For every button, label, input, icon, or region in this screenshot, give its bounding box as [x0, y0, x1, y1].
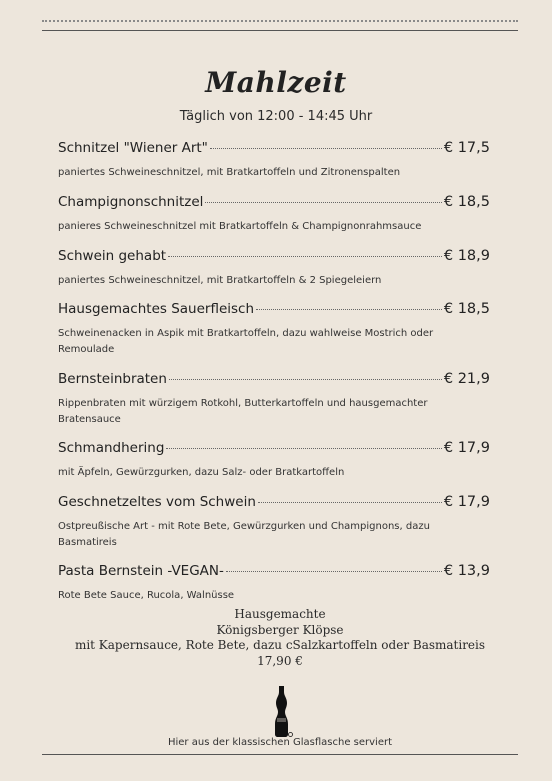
menu-item-price: € 17,9 — [443, 440, 490, 456]
menu-item — [58, 563, 490, 604]
bottom-divider — [42, 754, 518, 755]
menu-item — [58, 194, 490, 235]
menu-item-description: Ostpreußische Art - mit Rote Bete, Gewürzgurken und Champignons, dazu Basmatireis — [58, 521, 430, 548]
special-dish-price: 17,90 € — [257, 653, 303, 668]
footer-note: Hier aus der klassischen Glasflasche serviert — [167, 737, 393, 748]
menu-item-description: panieres Schweineschnitzel mit Bratkartoffeln & Champignonrahmsauce — [58, 221, 422, 232]
dot-leader — [226, 571, 442, 572]
dot-leader — [205, 202, 441, 203]
menu-item-name: Pasta Bernstein -VEGAN- — [58, 563, 224, 579]
dot-leader — [166, 448, 441, 449]
menu-item — [58, 440, 490, 481]
cola-bottle-icon — [271, 685, 293, 737]
special-dish-intro: Hausgemachte — [234, 607, 326, 621]
menu-item-price: € 18,5 — [443, 301, 490, 317]
menu-item — [58, 494, 490, 551]
menu-item-name: Bernsteinbraten — [58, 371, 167, 387]
dot-leader — [168, 256, 442, 257]
top-dotted-divider — [42, 20, 518, 22]
menu-item-name: Geschnetzeltes vom Schwein — [58, 494, 256, 510]
dot-leader — [210, 148, 442, 149]
menu-item-name: Schnitzel "Wiener Art" — [58, 140, 208, 156]
menu-item-price: € 18,9 — [443, 248, 490, 264]
menu-item-description: mit Äpfeln, Gewürzgurken, dazu Salz- oder Bratkartoffeln — [58, 467, 345, 478]
menu-item-description: Schweinenacken in Aspik mit Bratkartoffeln, dazu wahlweise Mostrich oder Remoulade — [58, 328, 434, 355]
menu-item-description: paniertes Schweineschnitzel, mit Bratkartoffeln und Zitronenspalten — [58, 167, 401, 178]
menu-item-price: € 17,5 — [443, 140, 490, 156]
menu-item-description: Rote Bete Sauce, Rucola, Walnüsse — [58, 590, 235, 601]
menu-item — [58, 248, 490, 289]
dot-leader — [256, 309, 442, 310]
menu-item-description: paniertes Schweineschnitzel, mit Bratkartoffeln & 2 Spiegeleiern — [58, 275, 382, 286]
menu-item — [58, 140, 490, 181]
menu-item-price: € 13,9 — [443, 563, 490, 579]
menu-item-price: € 18,5 — [443, 194, 490, 210]
opening-hours: Täglich von 12:00 - 14:45 Uhr — [179, 109, 373, 124]
special-dish-name: Königsberger Klöpse — [216, 622, 344, 637]
menu-item-price: € 17,9 — [443, 494, 490, 510]
dot-leader — [169, 379, 442, 380]
menu-item-description: Rippenbraten mit würzigem Rotkohl, Butterkartoffeln und hausgemachter Bratensauce — [58, 398, 428, 425]
page-title: Mahlzeit — [205, 66, 347, 99]
special-dish-description: mit Kapernsauce, Rote Bete, dazu cSalzkartoffeln oder Basmatireis — [74, 638, 486, 652]
dot-leader — [258, 502, 442, 503]
menu-item — [58, 301, 490, 358]
menu-item — [58, 371, 490, 428]
menu-item-name: Schwein gehabt — [58, 248, 167, 264]
special-dish — [0, 607, 552, 669]
top-divider — [42, 30, 518, 31]
menu-item-name: Schmandhering — [58, 440, 165, 456]
menu-item-name: Hausgemachtes Sauerfleisch — [58, 301, 255, 317]
menu-item-price: € 21,9 — [443, 371, 490, 387]
menu-item-name: Champignonschnitzel — [58, 194, 204, 210]
